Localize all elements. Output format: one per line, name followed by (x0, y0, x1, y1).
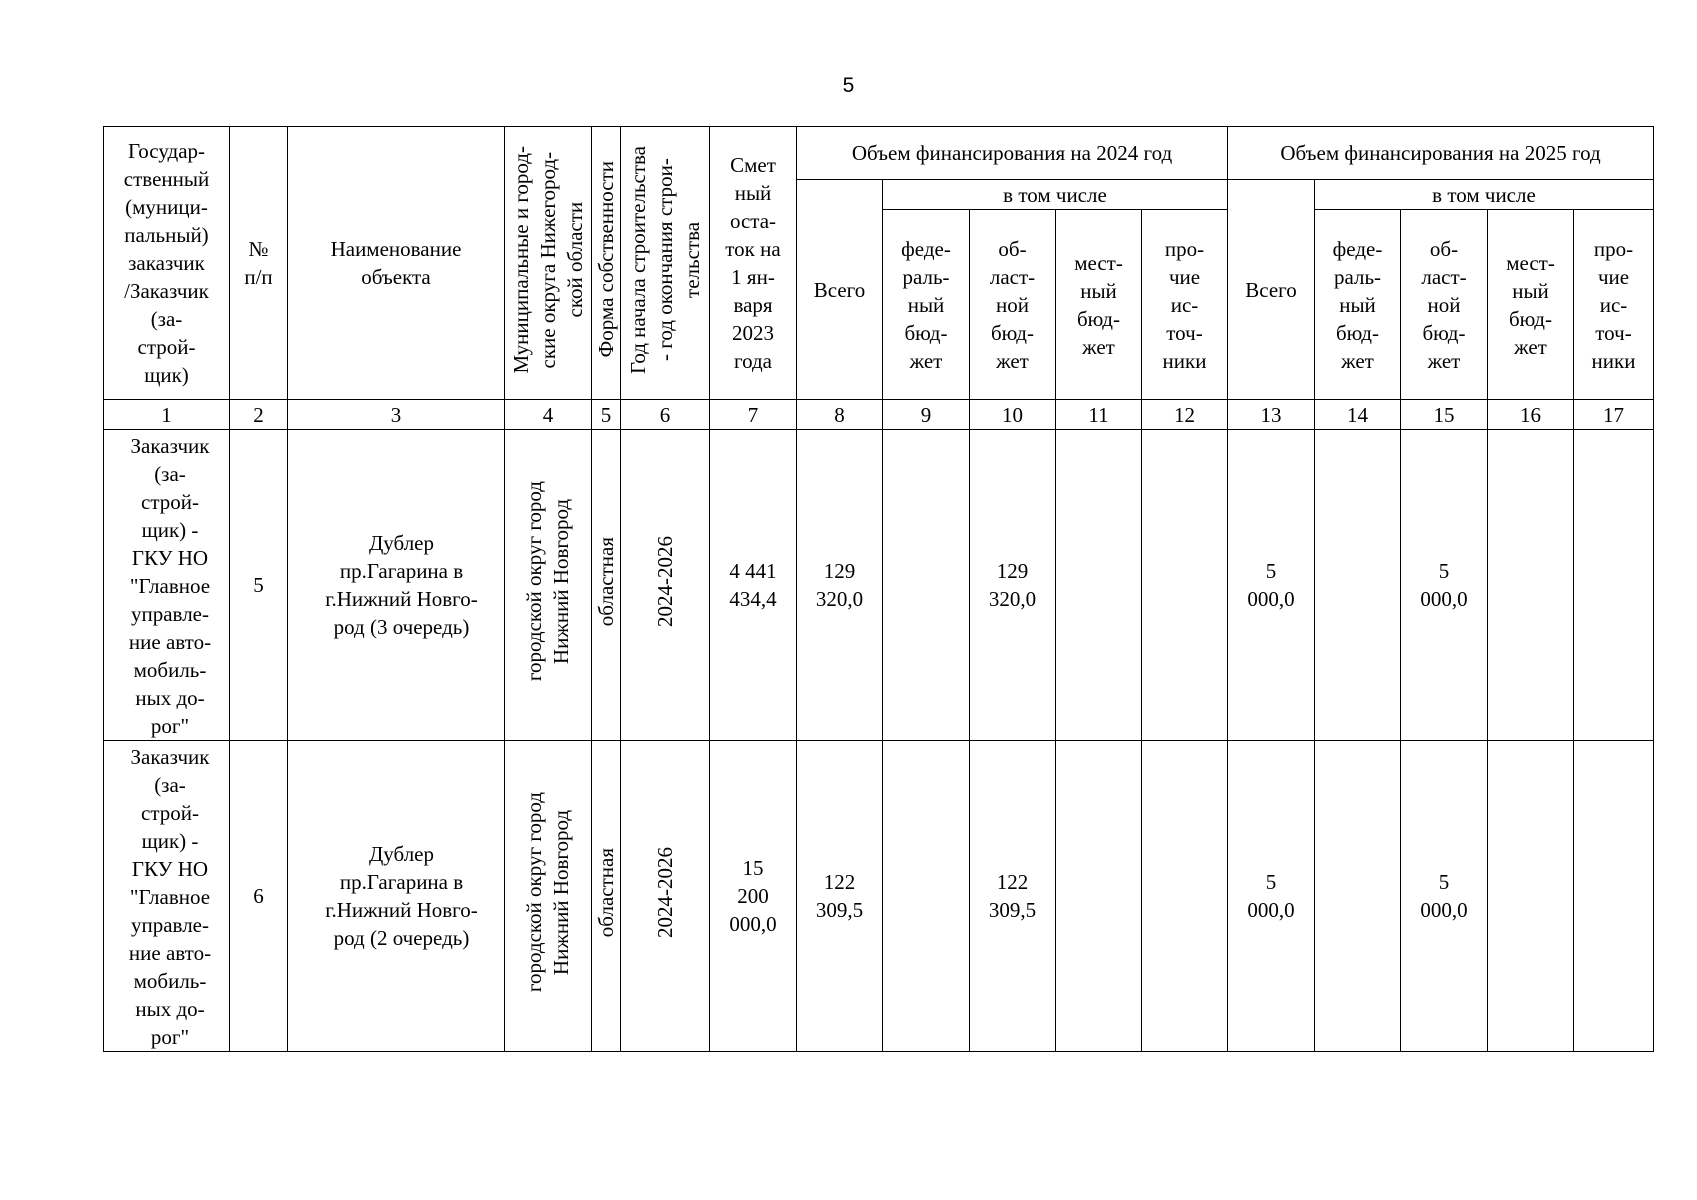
municipality-cell: городской округ город Нижний Новгород (505, 741, 592, 1052)
column-number: 16 (1488, 400, 1574, 430)
column-number: 3 (288, 400, 505, 430)
header-other-2024: про- чие ис- точ- ники (1142, 210, 1228, 400)
total-2024-cell: 129 320,0 (797, 430, 883, 741)
header-object-name: Наименование объекта (288, 127, 505, 400)
column-numbers-row (104, 400, 1654, 430)
header-funding-2024: Объем финансирования на 2024 год (797, 127, 1228, 180)
federal-2024-cell (883, 430, 970, 741)
header-number: № п/п (230, 127, 288, 400)
object-name-cell: Дублер пр.Гагарина в г.Нижний Новго- род (2 очередь) (288, 741, 505, 1052)
column-number: 8 (797, 400, 883, 430)
column-number: 4 (505, 400, 592, 430)
financing-table (103, 126, 1654, 1052)
years-cell: 2024-2026 (621, 430, 710, 741)
local-2024-cell (1056, 741, 1142, 1052)
local-2025-cell (1488, 741, 1574, 1052)
header-row-1 (104, 127, 1654, 180)
header-other-2025: про- чие ис- точ- ники (1574, 210, 1654, 400)
row-number-cell: 5 (230, 430, 288, 741)
local-2024-cell (1056, 430, 1142, 741)
header-federal-2024: феде- раль- ный бюд- жет (883, 210, 970, 400)
other-2024-cell (1142, 741, 1228, 1052)
column-number: 11 (1056, 400, 1142, 430)
header-total-2025: Всего (1228, 180, 1315, 400)
total-2024-cell: 122 309,5 (797, 741, 883, 1052)
regional-2024-cell: 129 320,0 (970, 430, 1056, 741)
column-number: 17 (1574, 400, 1654, 430)
page-number: 5 (842, 74, 855, 97)
column-number: 1 (104, 400, 230, 430)
other-2024-cell (1142, 430, 1228, 741)
table-row (104, 430, 1654, 741)
column-number: 15 (1401, 400, 1488, 430)
header-local-2024: мест- ный бюд- жет (1056, 210, 1142, 400)
estimate-cell: 15 200 000,0 (710, 741, 797, 1052)
header-estimate: Смет ный оста- ток на 1 ян- варя 2023 года (710, 127, 797, 400)
local-2025-cell (1488, 430, 1574, 741)
column-number: 9 (883, 400, 970, 430)
header-ownership: Форма собственности (592, 127, 621, 400)
header-regional-2024: об- ласт- ной бюд- жет (970, 210, 1056, 400)
customer-cell: Заказчик (за- строй- щик) - ГКУ НО "Главное управле- ние авто- мобиль- ных до- рог" (104, 430, 230, 741)
column-number: 10 (970, 400, 1056, 430)
header-local-2025: мест- ный бюд- жет (1488, 210, 1574, 400)
federal-2025-cell (1315, 741, 1401, 1052)
header-municipality: Муниципальные и город- ские округа Нижегород- ской области (505, 127, 592, 400)
header-including-2025: в том числе (1315, 180, 1654, 210)
total-2025-cell: 5 000,0 (1228, 430, 1315, 741)
table-row (104, 741, 1654, 1052)
header-total-2024: Всего (797, 180, 883, 400)
header-regional-2025: об- ласт- ной бюд- жет (1401, 210, 1488, 400)
header-years: Год начала строительства - год окончания строи- тельства (621, 127, 710, 400)
federal-2025-cell (1315, 430, 1401, 741)
header-including-2024: в том числе (883, 180, 1228, 210)
header-federal-2025: феде- раль- ный бюд- жет (1315, 210, 1401, 400)
municipality-cell: городской округ город Нижний Новгород (505, 430, 592, 741)
row-number-cell: 6 (230, 741, 288, 1052)
header-customer: Государ- ственный (муници- пальный) заказчик /Заказчик (за- строй- щик) (104, 127, 230, 400)
customer-cell: Заказчик (за- строй- щик) - ГКУ НО "Главное управле- ние авто- мобиль- ных до- рог" (104, 741, 230, 1052)
total-2025-cell: 5 000,0 (1228, 741, 1315, 1052)
column-number: 12 (1142, 400, 1228, 430)
column-number: 14 (1315, 400, 1401, 430)
other-2025-cell (1574, 741, 1654, 1052)
years-cell: 2024-2026 (621, 741, 710, 1052)
federal-2024-cell (883, 741, 970, 1052)
column-number: 7 (710, 400, 797, 430)
object-name-cell: Дублер пр.Гагарина в г.Нижний Новго- род (3 очередь) (288, 430, 505, 741)
ownership-cell: областная (592, 741, 621, 1052)
regional-2025-cell: 5 000,0 (1401, 741, 1488, 1052)
other-2025-cell (1574, 430, 1654, 741)
column-number: 5 (592, 400, 621, 430)
regional-2025-cell: 5 000,0 (1401, 430, 1488, 741)
ownership-cell: областная (592, 430, 621, 741)
column-number: 2 (230, 400, 288, 430)
header-funding-2025: Объем финансирования на 2025 год (1228, 127, 1654, 180)
estimate-cell: 4 441 434,4 (710, 430, 797, 741)
column-number: 13 (1228, 400, 1315, 430)
column-number: 6 (621, 400, 710, 430)
regional-2024-cell: 122 309,5 (970, 741, 1056, 1052)
